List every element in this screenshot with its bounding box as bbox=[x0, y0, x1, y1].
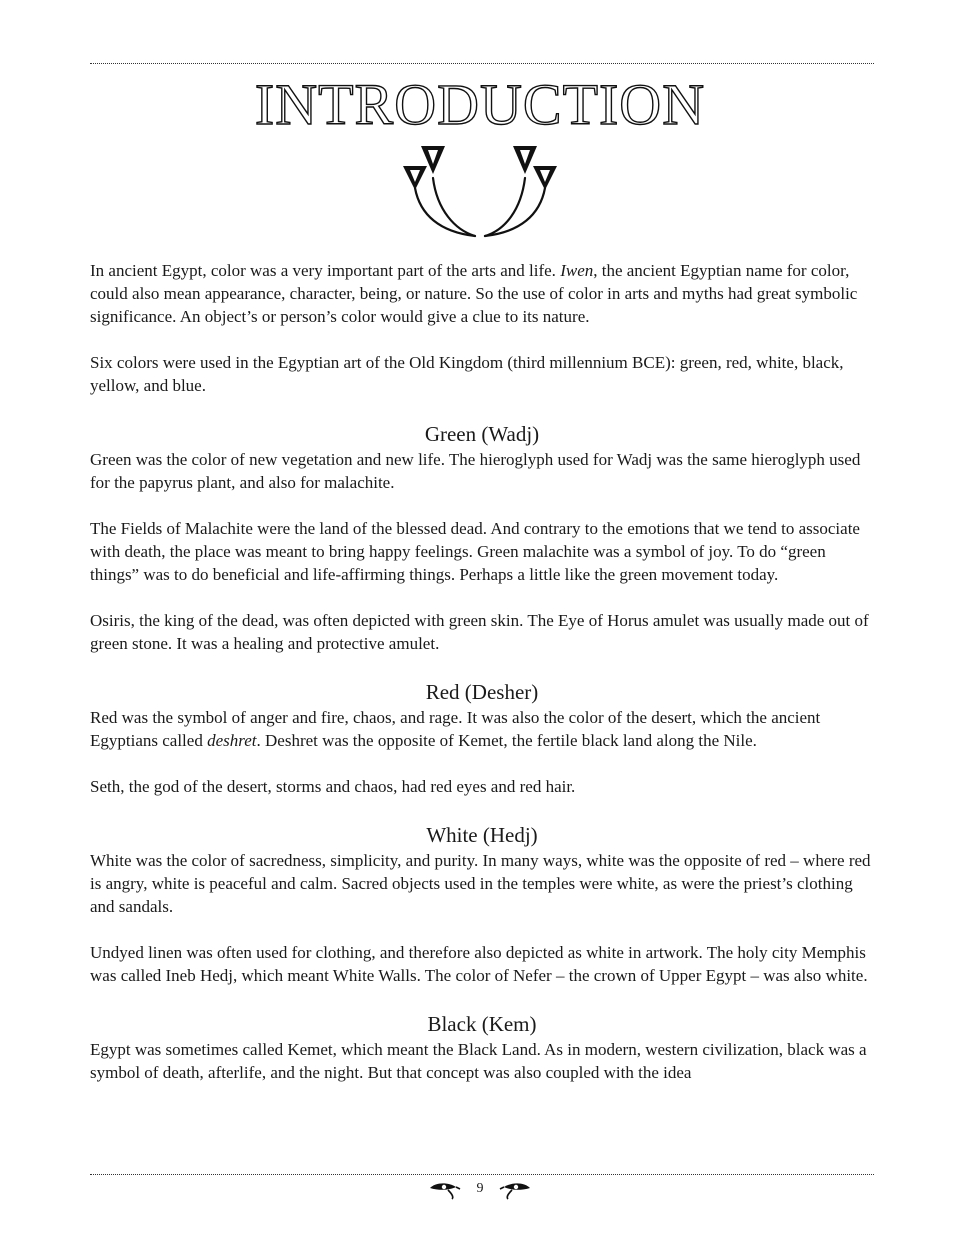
red-paragraph-2: Seth, the god of the desert, storms and chaos, had red eyes and red hair. bbox=[90, 777, 576, 796]
intro-paragraph-2: Six colors were used in the Egyptian art of the Old Kingdom (third millennium BCE): green, red, white, black, yellow, and blue. bbox=[90, 353, 844, 395]
section-heading-white: White (Hedj) bbox=[426, 823, 538, 847]
intro-paragraph-1: In ancient Egypt, color was a very important part of the arts and life. Iwen, the ancient Egyptian name for color, could also mean appearance, character, being, or nature. So the use of color in arts and myths had great symbolic significance. An object’s or person’s color would give a clue to its nature. bbox=[90, 261, 858, 326]
top-dotted-rule bbox=[90, 63, 874, 64]
red-paragraph-1: Red was the symbol of anger and fire, chaos, and rage. It was also the color of the desert, which the ancient Egyptians called deshret. Deshret was the opposite of Kemet, the fertile black land along the Nile. bbox=[90, 708, 821, 750]
papyrus-lotus-ornament-icon bbox=[395, 140, 565, 240]
section-heading-black: Black (Kem) bbox=[427, 1012, 537, 1036]
bottom-dotted-rule bbox=[90, 1174, 874, 1175]
green-paragraph-2: The Fields of Malachite were the land of the blessed dead. And contrary to the emotions that we tend to associate with death, the place was meant to bring happy feelings. Green malachite was a symbol of joy. To do “green things” was to do beneficial and life-affirming things. Perhaps a little like the green movement today. bbox=[90, 519, 860, 584]
page-title: INTRODUCTION bbox=[254, 72, 706, 137]
eye-of-horus-right-icon bbox=[498, 1180, 532, 1200]
page-number: 9 bbox=[476, 1181, 484, 1196]
article-body bbox=[90, 259, 874, 1107]
white-paragraph-2: Undyed linen was often used for clothing, and therefore also depicted as white in artwork. The holy city Memphis was called Ineb Hedj, which meant White Walls. The color of Nefer – the crown of Upper Egypt – was also white. bbox=[90, 943, 868, 985]
green-paragraph-3: Osiris, the king of the dead, was often depicted with green skin. The Eye of Horus amulet was usually made out of green stone. It was a healing and protective amulet. bbox=[90, 611, 869, 653]
green-paragraph-1: Green was the color of new vegetation and new life. The hieroglyph used for Wadj was the same hieroglyph used for the papyrus plant, and also for malachite. bbox=[90, 450, 861, 492]
white-paragraph-1: White was the color of sacredness, simplicity, and purity. In many ways, white was the opposite of red – where red is angry, white is peaceful and calm. Sacred objects used in the temples were white, as were the priest’s clothing and sandals. bbox=[90, 851, 871, 916]
black-paragraph-1: Egypt was sometimes called Kemet, which meant the Black Land. As in modern, western civilization, black was a symbol of death, afterlife, and the night. But that concept was also coupled with the idea bbox=[90, 1040, 867, 1082]
section-heading-red: Red (Desher) bbox=[425, 680, 539, 704]
section-heading-green: Green (Wadj) bbox=[424, 422, 540, 446]
